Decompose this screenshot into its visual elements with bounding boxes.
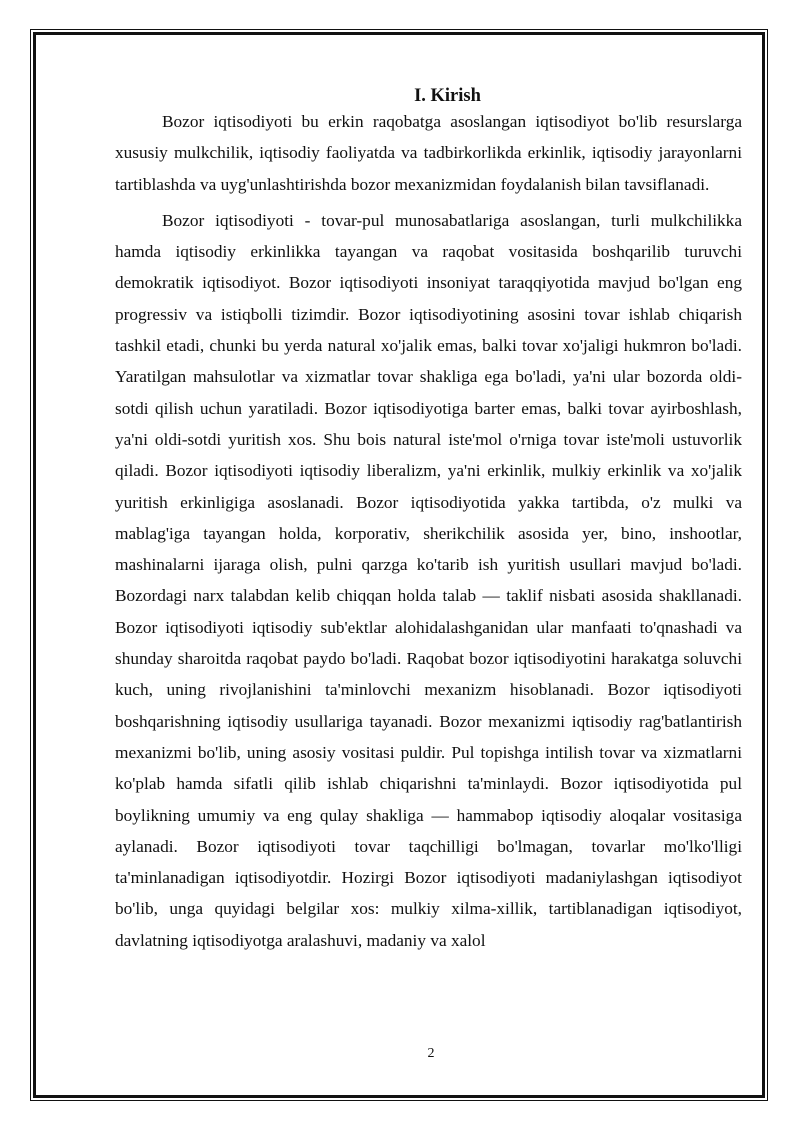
- page-number: 2: [427, 1046, 435, 1061]
- document-body: [115, 84, 742, 956]
- section-heading: I. Kirish: [414, 86, 481, 106]
- paragraph-intro: Bozor iqtisodiyoti bu erkin raqobatga asoslangan iqtisodiyot bo'lib resurslarga xususiy mulkchilik, iqtisodiy faoliyatda va tadbirkorlikda erkinlik, iqtisodiy jarayonlarni tartiblashda va uyg'unlashtirishda bozor mexanizmidan foydalanish bilan tavsiflanadi.: [115, 112, 742, 194]
- paragraph-main: Bozor iqtisodiyoti - tovar-pul munosabatlariga asoslangan, turli mulkchilikka hamda iqtisodiy erkinlikka tayangan va raqobat vositasida boshqarilib turuvchi demokratik iqtisodiyot. Bozor iqtisodiyoti insoniyat taraqqiyotida mavjud bo'lgan eng progressiv va istiqbolli tizimdir. Bozor iqtisodiyotining asosini tovar ishlab chiqarish tashkil etadi, chunki bu yerda natural xo'jalik emas, balki tovar xo'jaligi hukmron bo'ladi. Yaratilgan mahsulotlar va xizmatlar tovar shakliga ega bo'ladi, ya'ni ular bozorda oldi-sotdi qilish uchun yaratiladi. Bozor iqtisodiyotiga barter emas, balki tovar ayirboshlash, ya'ni oldi-sotdi yuritish xos. Shu bois natural iste'mol o'rniga tovar iste'moli ustuvorlik qiladi. Bozor iqtisodiyoti iqtisodiy liberalizm, ya'ni erkinlik, mulkiy erkinlik va xo'jalik yuritish erkinligiga asoslanadi. Bozor iqtisodiyotida yakka tartibda, o'z mulki va mablag'iga tayangan holda, korporativ, sherikchilik asosida yer, bino, inshootlar, mashinalarni ijaraga olish, pulni qarzga ko'tarib ish yuritish usullari mavjud bo'ladi. Bozordagi narx talabdan kelib chiqqan holda talab — taklif nisbati asosida shakllanadi. Bozor iqtisodiyoti iqtisodiy sub'ektlar alohidalashganidan ular manfaati to'qnashadi va shunday sharoitda raqobat paydo bo'ladi. Raqobat bozor iqtisodiyotini harakatga soluvchi kuch, uning rivojlanishini ta'minlovchi mexanizm hisoblanadi. Bozor iqtisodiyoti boshqarishning iqtisodiy usullariga tayanadi. Bozor mexanizmi iqtisodiy rag'batlantirish mexanizmi bo'lib, uning asosiy vositasi puldir. Pul topishga intilish tovar va xizmatlarni ko'plab hamda sifatli qilib ishlab chiqarishni ta'minlaydi. Bozor iqtisodiyotida pul boylikning umumiy va eng qulay shakliga — hammabop iqtisodiy aloqalar vositasiga aylanadi. Bozor iqtisodiyoti tovar taqchilligi bo'lmagan, tovarlar mo'lko'lligi ta'minlanadigan iqtisodiyotdir. Hozirgi Bozor iqtisodiyoti madaniylashgan iqtisodiyot bo'lib, unga quyidagi belgilar xos: mulkiy xilma-xillik, tartiblanadigan iqtisodiyot, davlatning iqtisodiyotga aralashuvi, madaniy va xalol: [115, 210, 742, 950]
